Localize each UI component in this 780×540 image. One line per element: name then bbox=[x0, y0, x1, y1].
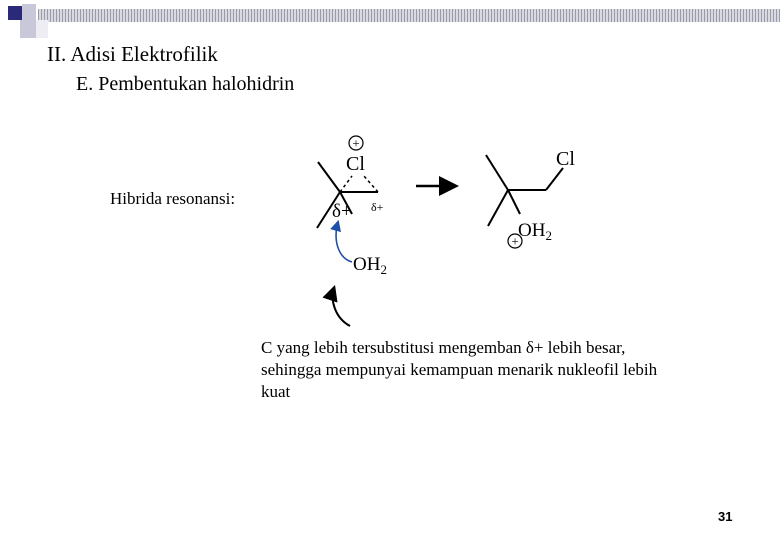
nucleophile-attack-arrow bbox=[336, 222, 352, 262]
slide-subtitle: E. Pembentukan halohidrin bbox=[76, 73, 295, 95]
description-text bbox=[261, 337, 761, 403]
charge-symbol-right: + bbox=[511, 233, 519, 249]
chlorine-label-left: Cl bbox=[346, 153, 365, 175]
delta-plus-minor: δ+ bbox=[371, 200, 384, 214]
delta-plus-major: δ+ bbox=[332, 201, 352, 222]
product-structure bbox=[486, 148, 575, 249]
charge-symbol-left: + bbox=[352, 135, 360, 151]
resonance-hybrid-label: Hibrida resonansi: bbox=[110, 189, 236, 208]
oxonium-label: $OH_2$ bbox=[518, 220, 552, 243]
description-line: C yang lebih tersubstitusi mengemban δ+ lebih besar, bbox=[261, 338, 626, 357]
chloronium-hybrid-structure bbox=[317, 136, 384, 229]
pointer-arrow bbox=[333, 288, 350, 326]
description-line: kuat bbox=[261, 382, 291, 401]
nucleophile-label: $OH_2$ bbox=[353, 254, 387, 277]
slide-title: II. Adisi Elektrofilik bbox=[47, 42, 218, 66]
chlorine-label-right: Cl bbox=[556, 148, 575, 170]
description-line: sehingga mempunyai kemampuan menarik nukleofil lebih bbox=[261, 360, 658, 379]
page-number: 31 bbox=[718, 509, 733, 524]
